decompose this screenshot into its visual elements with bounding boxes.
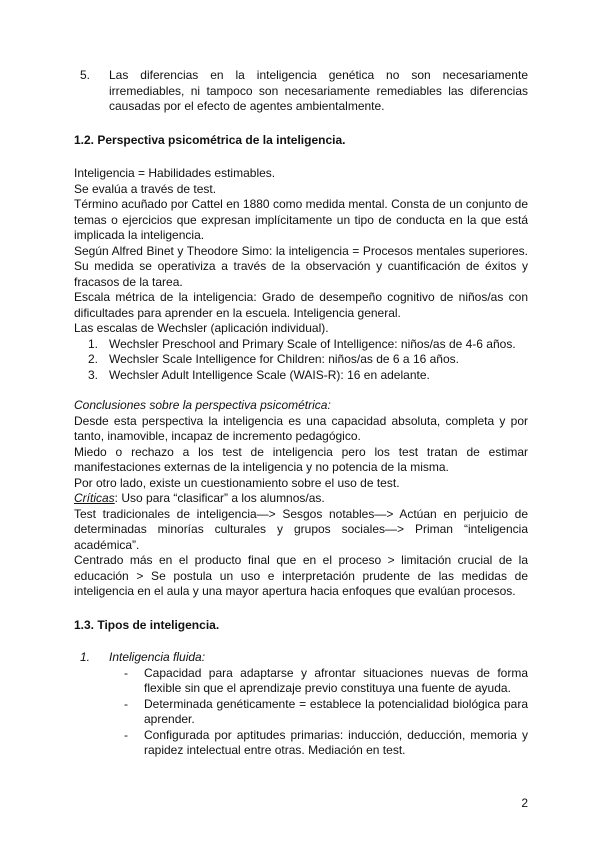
conclusions-block — [74, 398, 528, 600]
list-item-text: Las diferencias en la inteligencia genética no son necesariamente irremediables, ni tampoco son necesariamente remediables las diferencias causadas por el efecto de agentes ambientalmente. — [109, 68, 528, 113]
wechsler-list — [74, 337, 528, 384]
list-item — [74, 352, 528, 368]
dash-bullet: - — [124, 665, 128, 680]
list-item-number: 5. — [79, 68, 90, 82]
top-numbered-list — [74, 68, 528, 115]
paragraph: Se evalúa a través de test. — [74, 181, 217, 196]
list-item-number: 1. — [79, 650, 90, 664]
paragraph: Test tradicionales de inteligencia—> Sesgos notables—> Actúan en perjuicio de determinadas minorías culturales y grupos sociales—> Priman “inteligencia académica”. — [74, 506, 528, 552]
criticas-label: Críticas — [74, 491, 115, 505]
dash-bullet: - — [124, 727, 128, 742]
list-item — [74, 337, 528, 353]
type-item-title — [74, 650, 528, 666]
list-item-text: Capacidad para adaptarse y afrontar situaciones nuevas de forma flexible sin que el aprendizaje previo constituya una fuente de ayuda. — [144, 665, 528, 695]
paragraph: Según Alfred Binet y Theodore Simo: la inteligencia = Procesos mentales superiores. Su medida se operativiza a través de la observación y cuantificación de éxitos y fracasos de la tarea. — [74, 243, 528, 289]
list-item — [74, 368, 528, 384]
list-item-number: 3. — [87, 367, 98, 382]
fluid-intelligence-list — [74, 666, 528, 759]
criticas-text: : Uso para “clasificar” a los alumnos/as. — [114, 491, 325, 505]
paragraph: Centrado más en el producto final que en el proceso > limitación crucial de la educación > Se postula un uso e interpretación prudente de las medidas de inteligencia en el aula y una mayor apertura hacia enfoques que evalúan procesos. — [74, 553, 528, 598]
page-number: 2 — [521, 796, 528, 810]
paragraph: Miedo o rechazo a los test de inteligencia pero los test tratan de estimar manifestaciones externas de la inteligencia y no potencia de la misma. — [74, 444, 528, 474]
list-item-number: 1. — [87, 336, 98, 351]
paragraph: Las escalas de Wechsler (aplicación individual). — [74, 321, 329, 335]
list-item-text: Determinada genéticamente = establece la potencialidad biológica para aprender. — [144, 696, 528, 726]
section-heading-1-2: 1.2. Perspectiva psicométrica de la inteligencia. — [74, 132, 346, 147]
section-heading-1-3: 1.3. Tipos de inteligencia. — [74, 617, 220, 632]
list-item — [74, 68, 528, 115]
list-item-text: Configurada por aptitudes primarias: inducción, deducción, memoria y rapidez intelectual entre otras. Mediación en test. — [144, 727, 528, 757]
list-item — [74, 697, 528, 728]
paragraph: Escala métrica de la inteligencia: Grado de desempeño cognitivo de niños/as con dificultades para aprender en la escuela. Inteligencia general. — [74, 290, 528, 320]
list-item-number: 2. — [87, 352, 98, 366]
paragraph: Término acuñado por Cattel en 1880 como medida mental. Consta de un conjunto de temas o ejercicios que expresan implícitamente un tipo de conducta en la que está implicada la inteligencia. — [74, 197, 528, 242]
criticas-paragraph — [74, 491, 528, 507]
type-item-title-text: Inteligencia fluida: — [109, 650, 206, 664]
list-item-text: Wechsler Preschool and Primary Scale of Intelligence: niños/as de 4-6 años. — [109, 336, 516, 351]
paragraph: Desde esta perspectiva la inteligencia es una capacidad absoluta, completa y por tanto, inamovible, incapaz de incremento pedagógico. — [74, 413, 528, 443]
paragraph: Inteligencia = Habilidades estimables. — [74, 166, 276, 180]
list-item-text: Wechsler Adult Intelligence Scale (WAIS-R): 16 en adelante. — [109, 367, 430, 382]
list-item — [74, 666, 528, 697]
conclusions-title: Conclusiones sobre la perspectiva psicométrica: — [74, 398, 331, 412]
list-item — [74, 728, 528, 759]
list-item-text: Wechsler Scale Intelligence for Children: niños/as de 6 a 16 años. — [109, 352, 459, 366]
section-1-3-body — [74, 650, 528, 759]
dash-bullet: - — [124, 696, 128, 711]
paragraph: Por otro lado, existe un cuestionamiento sobre el uso de test. — [74, 475, 400, 490]
section-1-2-body — [74, 166, 528, 383]
